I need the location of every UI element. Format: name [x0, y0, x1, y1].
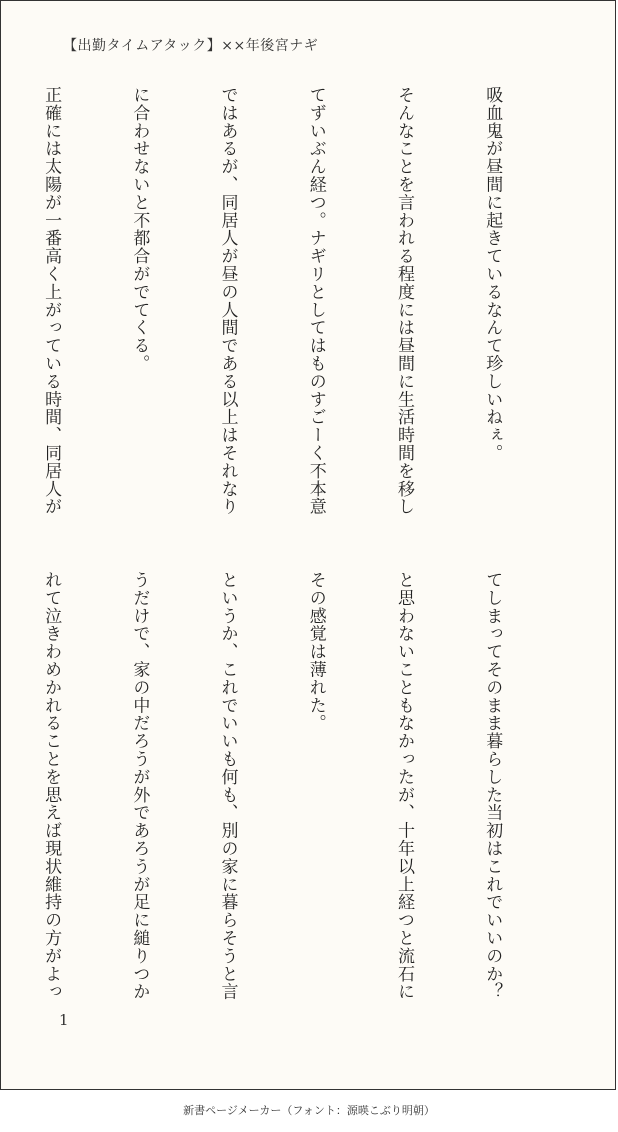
text-line: と思わないこともなかったが、十年以上経つと流石に: [393, 571, 414, 1001]
text-line: てしまってそのまま暮らした当初はこれでいいのか？: [482, 571, 503, 1001]
text-line: というか、これでいいも何も、別の家に暮らそうと言: [217, 571, 238, 1001]
text-block-bottom: [0, 571, 565, 1011]
text-line: うだけで、家の中だろうが外であろうが足に縋りつか: [129, 571, 150, 1001]
text-line: ではあるが、同居人が昼の人間である以上はそれなり: [217, 86, 238, 516]
text-block-top: [0, 86, 565, 526]
page-number: 1: [59, 1011, 69, 1029]
text-line: その感覚は薄れた。: [305, 571, 326, 733]
text-line: に合わせないと不都合がでてくる。: [129, 86, 150, 373]
text-line: れて泣きわめかれることを思えば現状維持の方がよっ: [41, 571, 62, 1001]
page-header: 【出勤タイムアタック】××年後宮ナギ: [63, 38, 319, 54]
text-line: そんなことを言われる程度には昼間に生活時間を移し: [393, 86, 414, 516]
text-line: 正確には太陽が一番高く上がっている時間、同居人が: [41, 86, 62, 516]
text-line: てずいぶん経つ。ナギリとしてはものすごーく不本意: [305, 86, 326, 516]
footer-credit: 新書ページメーカー（フォント：源暎こぶり明朝）: [183, 1104, 435, 1117]
text-line: 吸血鬼が昼間に起きているなんて珍しいねぇ。: [482, 86, 503, 462]
